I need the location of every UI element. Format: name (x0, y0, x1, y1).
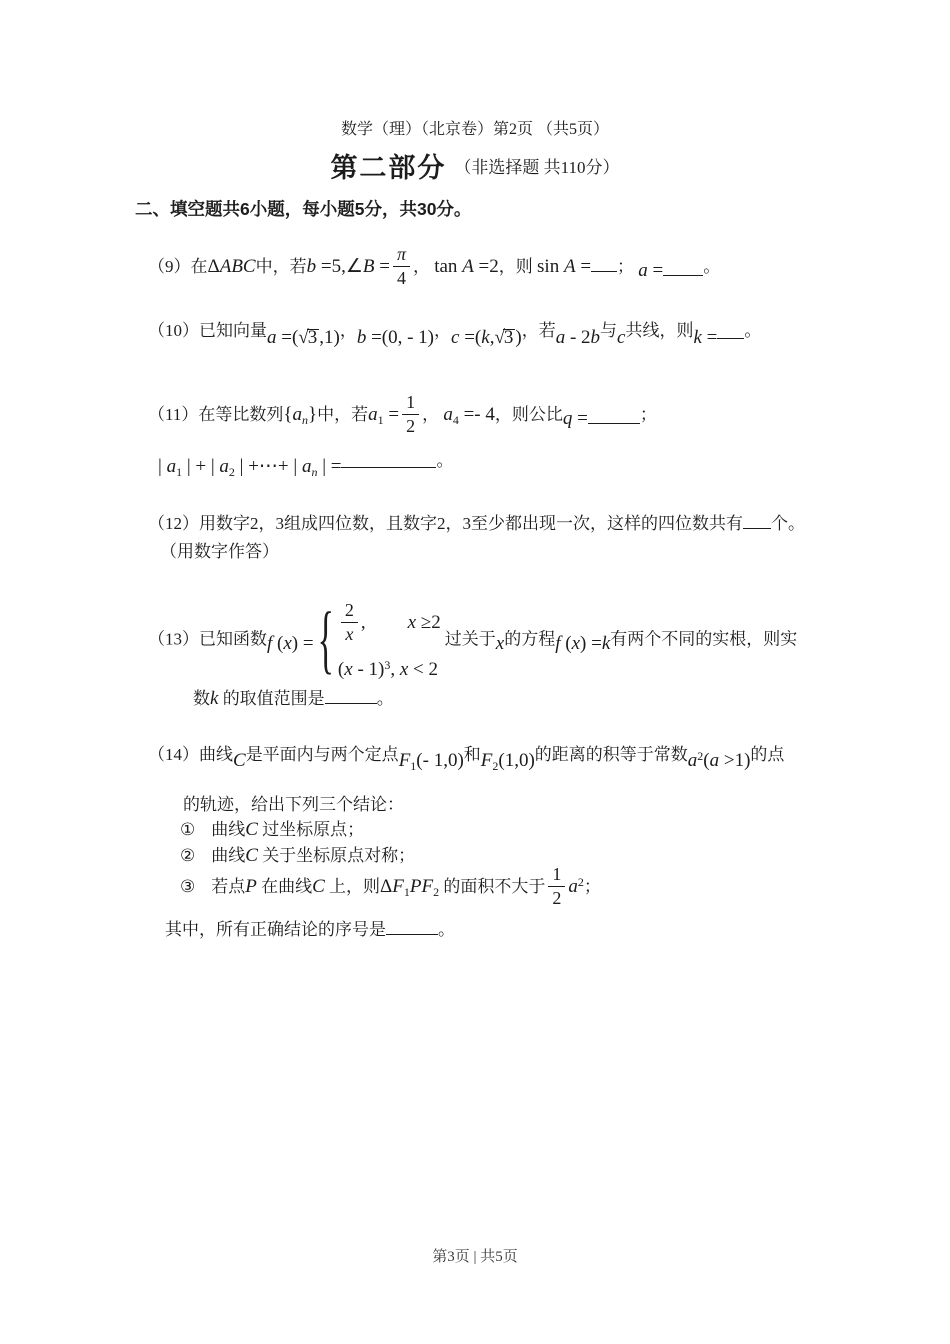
text-run: 的面积不大于 (439, 876, 546, 896)
math-variable: C (245, 845, 258, 866)
math-expression (267, 325, 340, 352)
radicand (503, 329, 516, 347)
math-variable: a (292, 403, 302, 425)
text-run: ③ (180, 876, 196, 896)
text-run: 数 (193, 689, 210, 708)
math-run: ( (272, 633, 284, 655)
math-variable: x (407, 611, 417, 633)
question-13-line-1 (148, 600, 797, 681)
math-variable: x (399, 658, 409, 680)
math-variable: b (306, 255, 317, 277)
square-root (494, 328, 515, 347)
math-run: < 2 (408, 658, 438, 680)
text-run: 的取值范围是 (218, 689, 325, 708)
fraction (402, 392, 419, 436)
section-heading: 二、填空题共6小题，每小题5分，共30分。 (135, 199, 472, 219)
question-10-line-1 (148, 318, 762, 348)
subscript: 1 (176, 465, 183, 479)
math-run: , (489, 327, 495, 348)
math-run: 2 (344, 600, 354, 620)
math-run: 2 (406, 415, 416, 436)
superscript: 2 (697, 749, 704, 763)
math-variable: x (345, 623, 354, 644)
math-variable: F (480, 750, 493, 771)
piecewise-rows (338, 602, 441, 683)
text-run: 关于坐标原点对称； (257, 846, 416, 865)
math-run: , (390, 658, 400, 680)
radical-icon: √ (494, 327, 505, 348)
text-run: 与 (600, 321, 618, 340)
page-footer: 第3页 | 共5页 (432, 1249, 518, 1265)
math-expression (233, 748, 246, 774)
math-variable: k (481, 327, 490, 348)
text-run: 和 (463, 745, 481, 764)
piecewise-row (338, 657, 441, 683)
question-14-line-1 (148, 742, 785, 773)
math-run: = (575, 255, 592, 277)
math-variable: C (233, 750, 246, 771)
question-11-line-2 (158, 448, 454, 479)
text-run: 。 (438, 920, 455, 939)
math-run: - 1) (352, 658, 385, 680)
text-run: （用数字作答） (160, 542, 279, 561)
subscript: 1 (403, 884, 410, 899)
text-run: 中，若 (255, 256, 307, 276)
math-run: ) (515, 327, 522, 348)
math-variable: a (638, 259, 648, 281)
part-title-row (0, 146, 950, 185)
math-expression (555, 631, 610, 657)
answer-blank (663, 272, 703, 276)
math-run: =( (459, 327, 482, 348)
math-expression (267, 631, 314, 657)
answer-blank (325, 700, 377, 704)
part-title: 第二部分 (330, 153, 447, 183)
subscript: 2 (492, 759, 499, 773)
fraction-numerator (402, 392, 419, 415)
piecewise-function (317, 599, 441, 683)
math-run: = (572, 407, 588, 429)
math-expression (638, 258, 703, 284)
math-run: 3 (307, 327, 318, 348)
math-run: 3 (503, 327, 514, 348)
question-9-line-1 (148, 246, 720, 290)
math-variable: x (495, 633, 505, 655)
fraction-denominator (393, 267, 410, 288)
text-run: ， (412, 256, 435, 276)
fraction-denominator (341, 623, 358, 644)
text-run: ； (639, 404, 657, 424)
text-run: ， (434, 321, 452, 340)
math-variable: a (301, 456, 312, 477)
math-variable: f (555, 633, 561, 655)
math-run: 1 (552, 864, 562, 884)
question-14-line-2 (183, 792, 404, 818)
text-run: ； (583, 876, 601, 896)
fraction-denominator (402, 415, 419, 436)
math-expression (451, 325, 522, 352)
math-run: ,1) (319, 327, 340, 348)
fraction (393, 244, 410, 288)
math-variable: A (462, 255, 474, 277)
math-run: =5,∠ (316, 255, 363, 277)
text-run: 曲线 (211, 846, 246, 865)
math-variable: ABC (219, 255, 256, 277)
math-expression (563, 406, 640, 432)
radicand (307, 329, 320, 347)
math-run: = (383, 403, 400, 425)
square-root (298, 328, 319, 347)
math-variable: b (356, 327, 367, 348)
math-run: ( (337, 658, 345, 680)
superscript: 2 (577, 874, 584, 889)
text-run: 曲线 (211, 820, 246, 839)
brace-icon: { (317, 599, 334, 683)
math-run: ( (560, 633, 572, 655)
text-run: 其中，所有正确结论的序号是 (165, 920, 386, 939)
text-run: 。 (703, 256, 721, 276)
math-expression (688, 748, 751, 774)
question-14-item-3 (180, 866, 601, 910)
math-variable: x (571, 633, 581, 655)
math-run: =- 4 (458, 403, 495, 425)
text-run: 过坐标原点； (257, 820, 365, 839)
math-run: Δ (380, 875, 393, 897)
math-variable: c (451, 327, 460, 348)
math-run: Δ (207, 255, 220, 277)
answer-blank (588, 420, 640, 424)
math-expression (556, 325, 600, 351)
text-run: ， (422, 404, 444, 424)
math-variable: x (283, 633, 292, 655)
math-variable: x (344, 658, 353, 680)
question-12-line-2 (160, 539, 279, 565)
math-run: 2 (552, 887, 562, 908)
radical-icon: √ (298, 327, 309, 348)
math-run: = (701, 327, 718, 348)
fraction-denominator (548, 887, 565, 908)
text-run: 。 (744, 321, 762, 340)
text-run: 若点 (211, 876, 246, 896)
superscript: 3 (384, 657, 391, 672)
math-variable: f (267, 633, 273, 655)
math-variable: a (568, 875, 578, 897)
text-run: 在曲线 (256, 876, 313, 896)
fraction-numerator (548, 864, 565, 887)
question-11-line-1 (148, 394, 657, 438)
math-variable: a (267, 327, 277, 348)
math-variable: q (562, 407, 573, 429)
math-run: | + | (182, 456, 220, 477)
math-run: =2 (473, 255, 499, 277)
math-expression (481, 748, 535, 774)
math-variable: k (601, 633, 611, 655)
text-run: ① (180, 820, 196, 839)
text-run: ，则公比 (494, 404, 563, 424)
math-run: , (360, 611, 366, 633)
piecewise-row (338, 602, 441, 646)
math-expression (617, 325, 625, 351)
text-run: 是平面内与两个定点 (245, 745, 399, 764)
math-run: 1 (406, 392, 416, 412)
subscript: 2 (228, 465, 235, 479)
math-variable: a (166, 456, 177, 477)
text-run: 上，则 (324, 876, 381, 896)
math-expression (158, 454, 436, 480)
math-run: (1,0) (498, 750, 535, 771)
math-variable: C (312, 875, 325, 897)
fraction-numerator (393, 244, 410, 267)
text-run: （11）在等比数列 (148, 404, 284, 424)
math-variable: a (368, 403, 378, 425)
math-variable: a (219, 456, 229, 477)
subscript: 4 (452, 412, 459, 427)
math-variable: a (687, 750, 698, 771)
math-run: | = (317, 456, 342, 477)
math-run: ≥2 (416, 611, 441, 633)
math-run: (- 1,0) (416, 750, 464, 771)
answer-blank (386, 931, 438, 935)
text-run: （13）已知函数 (148, 629, 267, 649)
fraction-numerator (341, 600, 358, 623)
math-variable: b (590, 327, 601, 348)
answer-blank (717, 335, 744, 339)
text-run: 过关于 (444, 629, 496, 649)
math-run: ( (703, 750, 710, 771)
text-run: 中，若 (317, 404, 369, 424)
math-variable: k (693, 327, 702, 348)
text-run: （12）用数字2，3组成四位数，且数字2，3至少都出现一次，这样的四位数共有 (148, 514, 743, 533)
subscript: 2 (433, 884, 440, 899)
math-run: =( (276, 327, 299, 348)
text-run: 有两个不同的实根，则实 (610, 629, 798, 649)
text-run: 的点 (750, 745, 785, 764)
text-run: 的距离的积等于常数 (534, 745, 688, 764)
subscript: 1 (410, 759, 417, 773)
text-run: ， (339, 321, 357, 340)
subscript: n (311, 465, 318, 479)
math-run: | (158, 456, 167, 477)
math-run: =(0, - 1) (366, 327, 435, 348)
math-run: ) = (580, 633, 602, 655)
math-run: ) = (291, 633, 314, 655)
math-variable: k (210, 688, 219, 709)
answer-blank (591, 268, 617, 272)
math-variable: A (563, 255, 576, 277)
text-run: 个。 (771, 514, 805, 533)
math-expression (357, 325, 434, 351)
answer-blank (341, 464, 436, 468)
math-variable: a (443, 403, 453, 425)
part-subtitle: （非选择题 共110分） (454, 158, 620, 177)
math-run: = (647, 259, 664, 281)
math-run: { (283, 403, 293, 425)
math-variable: a (555, 327, 566, 348)
text-run: 。 (376, 689, 394, 708)
answer-blank (743, 525, 771, 529)
question-13-line-2 (193, 686, 394, 712)
math-variable: B (362, 255, 375, 277)
text-run: ； (617, 256, 639, 276)
math-run: = (374, 255, 390, 277)
math-run: tan (434, 255, 463, 277)
text-run: ② (180, 846, 196, 865)
text-run: 。 (436, 451, 454, 470)
math-run: 4 (396, 267, 406, 288)
text-run: 共线，则 (625, 321, 694, 340)
math-variable: a (709, 750, 720, 771)
text-run: 的轨迹，给出下列三个结论： (183, 795, 404, 814)
math-variable: PF (409, 875, 434, 897)
math-variable: C (245, 819, 258, 840)
fraction (341, 600, 358, 644)
math-variable: P (245, 875, 257, 897)
text-run: ，则 (498, 256, 538, 276)
math-run: >1) (719, 750, 751, 771)
subscript: 1 (377, 412, 384, 427)
question-14-line-3 (165, 917, 455, 943)
math-variable: π (396, 244, 406, 264)
question-14-item-1 (180, 817, 364, 843)
math-expression (693, 325, 744, 351)
math-run: - 2 (565, 327, 591, 348)
math-run: | +⋯+ | (234, 456, 302, 477)
math-run: sin (537, 255, 564, 277)
text-run: （9）在 (148, 256, 208, 276)
text-run: 的方程 (504, 629, 556, 649)
math-expression (496, 631, 504, 657)
subscript: n (302, 412, 308, 427)
text-run: ，若 (521, 321, 556, 340)
math-expression (399, 748, 464, 774)
fraction (548, 864, 565, 908)
math-run: } (308, 403, 318, 425)
page-header: 数学（理）（北京卷）第2页 （共5页） (340, 121, 609, 138)
math-variable: F (398, 750, 411, 771)
math-variable: c (617, 327, 626, 348)
text-run: （14）曲线 (148, 745, 233, 764)
math-variable: F (392, 875, 404, 897)
question-12-line-1 (148, 511, 805, 537)
text-run: （10）已知向量 (148, 321, 267, 340)
